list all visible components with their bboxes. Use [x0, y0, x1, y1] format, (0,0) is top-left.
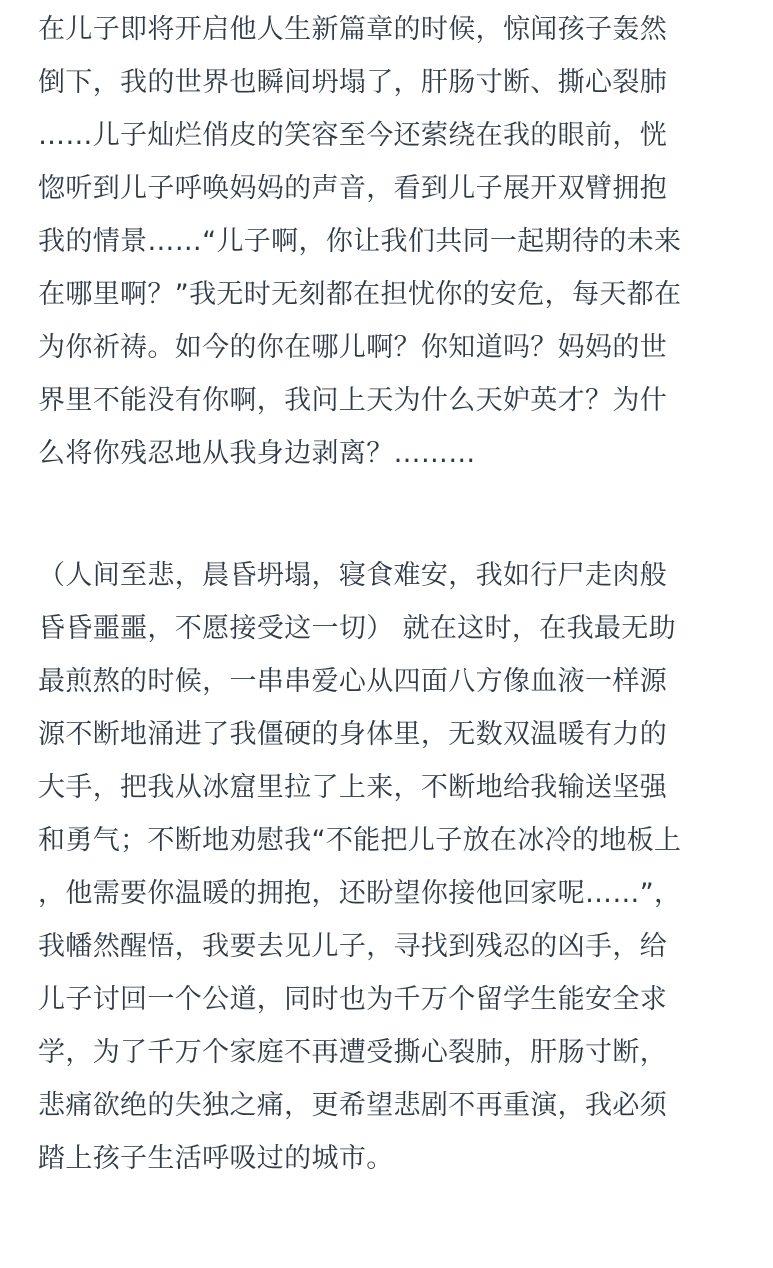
text-line: 儿子讨回一个公道，同时也为千万个留学生能安全求: [38, 984, 668, 1015]
text-line: 源不断地涌进了我僵硬的身体里，无数双温暖有力的: [38, 719, 668, 750]
text-line: 界里不能没有你啊，我问上天为什么天妒英才？为什: [38, 385, 668, 416]
paragraph-1: [38, 3, 758, 480]
text-line: 踏上孩子生活呼吸过的城市。: [38, 1143, 394, 1174]
text-line: 悲痛欲绝的失独之痛，更希望悲剧不再重演，我必须: [38, 1090, 668, 1121]
text-line: 和勇气；不断地劝慰我“不能把儿子放在冰冷的地板上: [38, 825, 682, 856]
text-line: 最煎熬的时候，一串串爱心从四面八方像血液一样源: [38, 666, 668, 697]
text-line: 昏昏噩噩，不愿接受这一切） 就在这时，在我最无助: [38, 613, 676, 644]
text-line: ……儿子灿烂俏皮的笑容至今还萦绕在我的眼前，恍: [38, 120, 668, 151]
text-line: 倒下，我的世界也瞬间坍塌了，肝肠寸断、撕心裂肺: [38, 67, 668, 98]
text-line: 在儿子即将开启他人生新篇章的时候，惊闻孩子轰然: [38, 14, 668, 45]
text-line: （人间至悲，晨昏坍塌，寝食难安，我如行尸走肉般: [38, 560, 668, 591]
text-line: 在哪里啊？”我无时无刻都在担忧你的安危，每天都在: [38, 279, 682, 310]
text-line: 大手，把我从冰窟里拉了上来，不断地给我输送坚强: [38, 772, 668, 803]
text-line: 学，为了千万个家庭不再遭受撕心裂肺，肝肠寸断，: [38, 1037, 668, 1068]
text-line: 我幡然醒悟，我要去见儿子，寻找到残忍的凶手，给: [38, 931, 668, 962]
text-line: 为你祈祷。如今的你在哪儿啊？你知道吗？妈妈的世: [38, 332, 668, 363]
text-line: 我的情景……“儿子啊，你让我们共同一起期待的未来: [38, 226, 682, 257]
paragraph-2: [38, 549, 758, 1185]
text-line: 惚听到儿子呼唤妈妈的声音，看到儿子展开双臂拥抱: [38, 173, 668, 204]
text-line: ，他需要你温暖的拥抱，还盼望你接他回家呢……”，: [38, 878, 682, 909]
text-line: 么将你残忍地从我身边剥离？………: [38, 438, 476, 469]
